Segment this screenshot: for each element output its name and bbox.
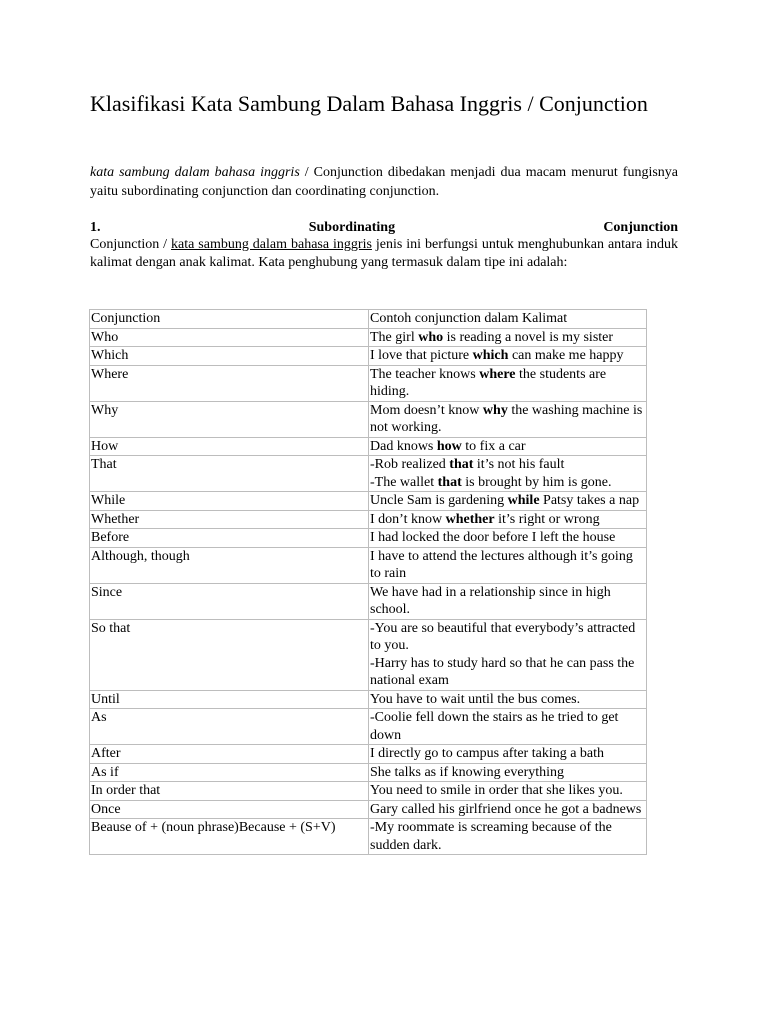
conjunction-cell: Why (90, 401, 369, 437)
example-text: -My roommate is screaming because of the sudden dark. (370, 820, 612, 853)
example-text: is reading a novel is my sister (443, 329, 614, 345)
conjunction-cell: After (90, 745, 369, 764)
conjunction-cell: As (90, 709, 369, 745)
example-keyword: how (436, 438, 462, 454)
section-number: 1. (90, 220, 101, 235)
example-text: -You are so beautiful that everybody’s attracted to you. (370, 620, 636, 653)
example-keyword: that (437, 474, 462, 490)
table-row (90, 583, 647, 619)
description-prefix: Conjunction / (90, 237, 172, 252)
conjunction-cell: Before (90, 529, 369, 548)
example-cell (369, 456, 647, 492)
example-line (370, 366, 646, 401)
table-row (90, 745, 647, 764)
conjunction-cell: Which (90, 347, 369, 366)
description-link[interactable]: kata sambung dalam bahasa inggris (171, 237, 372, 252)
document-title: Klasifikasi Kata Sambung Dalam Bahasa Inggris / Conjunction (90, 91, 648, 116)
conjunction-cell: Although, though (90, 547, 369, 583)
example-text: Gary called his girlfriend once he got a badnews (370, 801, 642, 817)
example-keyword: that (449, 457, 474, 472)
example-line (370, 347, 646, 365)
example-keyword: where (479, 366, 516, 382)
conjunction-cell: In order that (90, 782, 369, 801)
example-text: the students are hiding. (370, 366, 607, 399)
example-line (370, 329, 646, 347)
table-header-row (90, 310, 647, 329)
header-conjunction: Conjunction (90, 310, 369, 329)
example-line (370, 745, 646, 763)
example-cell (369, 401, 647, 437)
conjunction-cell: Whether (90, 510, 369, 529)
example-line (370, 819, 646, 854)
example-line (370, 584, 646, 619)
conjunction-cell: Until (90, 690, 369, 709)
example-cell (369, 365, 647, 401)
table-row (90, 690, 647, 709)
intro-keyword: kata sambung dalam bahasa inggris (90, 165, 300, 180)
table-row (90, 819, 647, 855)
description-suffix: jenis ini berfungsi untuk menghubunkan antara induk kalimat dengan anak kalimat. Kata penghubung yang termasuk dalam tipe ini adalah: (90, 237, 678, 270)
example-text: She talks as if knowing everything (370, 764, 565, 780)
example-text: I have to attend the lectures although it’s going to rain (370, 548, 633, 581)
example-cell (369, 328, 647, 347)
table-row (90, 709, 647, 745)
example-line (370, 511, 646, 529)
example-keyword: who (418, 329, 444, 345)
conjunction-cell: So that (90, 619, 369, 690)
example-text: The teacher knows (370, 366, 480, 382)
table-row (90, 401, 647, 437)
table-body (90, 310, 647, 855)
example-cell (369, 619, 647, 690)
example-text: I had locked the door before I left the house (370, 530, 616, 545)
example-line (370, 620, 646, 655)
example-text: -Coolie fell down the stairs as he tried to get down (370, 710, 619, 743)
example-text: Uncle Sam is gardening (370, 493, 508, 508)
table-row (90, 529, 647, 548)
example-text: You need to smile in order that she likes you. (370, 783, 623, 798)
table-row (90, 492, 647, 511)
example-text: it’s not his fault (473, 457, 565, 472)
intro-text: / Conjunction dibedakan menjadi dua macam menurut fungisnya yaitu subordinating conjunction dan coordinating conjunction. (90, 165, 678, 199)
example-line (370, 492, 646, 510)
example-cell (369, 819, 647, 855)
table-row (90, 456, 647, 492)
table-row (90, 619, 647, 690)
example-text: I love that picture (370, 348, 473, 363)
example-text: Patsy takes a nap (539, 493, 640, 508)
conjunction-cell: While (90, 492, 369, 511)
example-line (370, 801, 646, 819)
example-line (370, 691, 646, 709)
example-text: the washing machine is not working. (370, 402, 643, 435)
example-keyword: why (482, 402, 508, 418)
table-row (90, 437, 647, 456)
example-cell (369, 437, 647, 456)
example-text: We have had in a relationship since in high school. (370, 584, 611, 617)
example-keyword: whether (445, 511, 495, 527)
example-cell (369, 547, 647, 583)
conjunction-cell: How (90, 437, 369, 456)
table-row (90, 347, 647, 366)
header-example: Contoh conjunction dalam Kalimat (369, 310, 647, 329)
example-text: I directly go to campus after taking a bath (370, 746, 605, 761)
conjunction-cell: Who (90, 328, 369, 347)
conjunction-cell: Where (90, 365, 369, 401)
example-text: I don’t know (370, 511, 446, 527)
table-row (90, 365, 647, 401)
table-row (90, 328, 647, 347)
table-row (90, 510, 647, 529)
intro-paragraph (90, 163, 678, 201)
conjunction-cell: Since (90, 583, 369, 619)
example-cell (369, 782, 647, 801)
table-row (90, 547, 647, 583)
table-row (90, 800, 647, 819)
example-line (370, 474, 646, 492)
example-line (370, 548, 646, 583)
example-cell (369, 347, 647, 366)
section-heading (90, 218, 678, 237)
example-line (370, 456, 646, 474)
example-text: Mom doesn’t know (370, 402, 483, 418)
section-description (90, 236, 678, 271)
conjunction-cell: Beause of + (noun phrase)Because + (S+V) (90, 819, 369, 855)
example-cell (369, 510, 647, 529)
example-text: to fix a car (461, 438, 526, 454)
example-cell (369, 709, 647, 745)
example-line (370, 782, 646, 800)
example-line (370, 438, 646, 456)
example-cell (369, 492, 647, 511)
example-keyword: which (472, 348, 509, 363)
example-text: -Rob realized (370, 457, 450, 472)
conjunction-cell: Once (90, 800, 369, 819)
table-row (90, 763, 647, 782)
example-line (370, 655, 646, 690)
conjunction-cell: As if (90, 763, 369, 782)
example-text: -Harry has to study hard so that he can pass the national exam (370, 655, 635, 688)
section-word-2: Conjunction (603, 220, 678, 235)
conjunction-table (89, 309, 647, 855)
example-cell (369, 583, 647, 619)
example-keyword: while (507, 493, 540, 508)
example-text: can make me happy (508, 348, 624, 363)
example-cell (369, 690, 647, 709)
example-text: Dad knows (370, 438, 437, 454)
example-line (370, 764, 646, 782)
table-row (90, 782, 647, 801)
conjunction-cell: That (90, 456, 369, 492)
example-text: is brought by him is gone. (461, 474, 612, 490)
section-word-1: Subordinating (308, 220, 396, 235)
example-line (370, 402, 646, 437)
example-cell (369, 529, 647, 548)
example-line (370, 709, 646, 744)
example-text: You have to wait until the bus comes. (370, 691, 581, 707)
example-line (370, 529, 646, 547)
example-text: -The wallet (370, 474, 438, 490)
example-cell (369, 763, 647, 782)
example-text: it’s right or wrong (494, 511, 600, 527)
example-cell (369, 745, 647, 764)
example-cell (369, 800, 647, 819)
example-text: The girl (370, 329, 419, 345)
